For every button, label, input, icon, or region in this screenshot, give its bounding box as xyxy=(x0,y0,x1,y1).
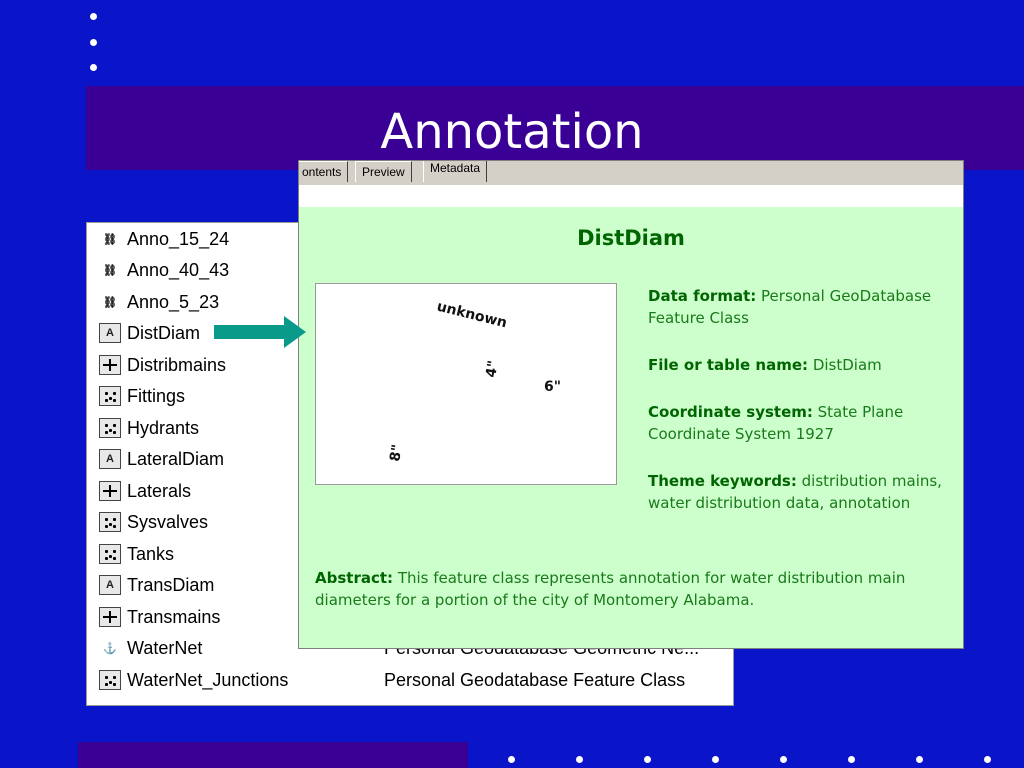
line-feature-icon xyxy=(99,355,121,375)
item-name: Hydrants xyxy=(127,417,200,438)
thumbnail-label: 8" xyxy=(387,443,406,463)
item-name: Anno_5_23 xyxy=(127,291,220,312)
field-value: State Plane Coordinate System 1927 xyxy=(648,403,904,443)
decorative-dot xyxy=(848,756,855,763)
point-feature-icon xyxy=(99,670,121,690)
bottom-band xyxy=(78,742,468,768)
point-feature-icon xyxy=(99,386,121,406)
item-name: Anno_15_24 xyxy=(127,228,230,249)
annotation-class-icon: A xyxy=(99,323,121,343)
decorative-dot xyxy=(90,13,97,20)
line-feature-icon xyxy=(99,607,121,627)
item-name: Tanks xyxy=(127,543,175,564)
list-item-transmains[interactable] xyxy=(99,603,220,631)
arrow-shaft xyxy=(214,325,286,339)
arrow-head xyxy=(284,316,306,348)
point-feature-icon xyxy=(99,512,121,532)
point-feature-icon xyxy=(99,544,121,564)
thumbnail-preview xyxy=(315,283,617,485)
metadata-title: DistDiam xyxy=(577,226,685,250)
list-item-tanks[interactable] xyxy=(99,540,174,568)
item-name: Transmains xyxy=(127,606,221,627)
item-name: TransDiam xyxy=(127,574,215,595)
annotation-group-icon: ⛓ xyxy=(103,264,117,277)
metadata-fields xyxy=(648,285,948,539)
annotation-class-icon: A xyxy=(99,575,121,595)
field-key: File or table name: xyxy=(648,356,809,374)
list-item-hydrants[interactable] xyxy=(99,414,199,442)
list-item-lateraldiam[interactable] xyxy=(99,445,224,473)
annotation-group-icon: ⛓ xyxy=(103,233,117,246)
item-name: WaterNet xyxy=(127,637,203,658)
item-name: DistDiam xyxy=(127,322,201,343)
decorative-dot xyxy=(90,39,97,46)
decorative-dot xyxy=(90,64,97,71)
list-item-distribmains[interactable] xyxy=(99,351,226,379)
list-item-anno-5-23[interactable] xyxy=(99,288,219,316)
item-name: WaterNet_Junctions xyxy=(127,669,289,690)
abstract-text: This feature class represents annotation for water distribution main diameters for a portion of the city of Montomery Alabama. xyxy=(315,569,906,609)
tab-contents[interactable]: ontents xyxy=(298,161,348,182)
thumbnail-label: 6" xyxy=(544,379,562,395)
item-name: Fittings xyxy=(127,385,186,406)
list-item-waternet[interactable] xyxy=(99,634,202,662)
thumbnail-label: unknown xyxy=(435,298,509,332)
abstract-key: Abstract: xyxy=(315,569,394,587)
list-item-distdiam[interactable] xyxy=(99,319,200,347)
decorative-dot xyxy=(916,756,923,763)
field-theme-keywords xyxy=(648,470,948,514)
item-type: Personal Geodatabase Feature Class xyxy=(384,669,686,690)
decorative-dot xyxy=(712,756,719,763)
line-feature-icon xyxy=(99,481,121,501)
field-value: distribution mains, water distribution data, annotation xyxy=(648,472,942,512)
metadata-toolbar-area xyxy=(299,185,963,207)
item-name: Anno_40_43 xyxy=(127,259,230,280)
decorative-dot xyxy=(644,756,651,763)
list-item-transdiam[interactable] xyxy=(99,571,214,599)
field-key: Coordinate system: xyxy=(648,403,813,421)
geometric-network-icon: ⚓ xyxy=(103,642,117,655)
field-key: Theme keywords: xyxy=(648,472,797,490)
annotation-group-icon: ⛓ xyxy=(103,296,117,309)
field-key: Data format: xyxy=(648,287,757,305)
field-file-name xyxy=(648,354,948,376)
list-item-laterals[interactable] xyxy=(99,477,191,505)
decorative-dot xyxy=(780,756,787,763)
field-coordinate-system xyxy=(648,401,948,445)
decorative-dot xyxy=(576,756,583,763)
item-name: Distribmains xyxy=(127,354,227,375)
slide-title: Annotation xyxy=(380,104,644,160)
tab-preview[interactable]: Preview xyxy=(355,161,412,182)
point-feature-icon xyxy=(99,418,121,438)
decorative-dot xyxy=(508,756,515,763)
catalog-tabs xyxy=(299,161,963,185)
decorative-dot xyxy=(984,756,991,763)
field-value: Personal GeoDatabase Feature Class xyxy=(648,287,932,327)
metadata-body xyxy=(299,207,963,648)
field-value: DistDiam xyxy=(812,356,882,374)
metadata-window xyxy=(298,160,964,649)
list-item-fittings[interactable] xyxy=(99,382,185,410)
list-item-anno-15-24[interactable] xyxy=(99,225,229,253)
item-name: Laterals xyxy=(127,480,192,501)
list-item-anno-40-43[interactable] xyxy=(99,256,229,284)
list-item-waternet-junctions[interactable] xyxy=(99,666,686,694)
item-name: LateralDiam xyxy=(127,448,225,469)
field-data-format xyxy=(648,285,948,329)
list-item-sysvalves[interactable] xyxy=(99,508,208,536)
thumbnail-label: 4" xyxy=(483,359,502,379)
annotation-class-icon: A xyxy=(99,449,121,469)
abstract-section xyxy=(315,567,935,611)
tab-metadata[interactable]: Metadata xyxy=(423,160,487,182)
item-name: Sysvalves xyxy=(127,511,209,532)
